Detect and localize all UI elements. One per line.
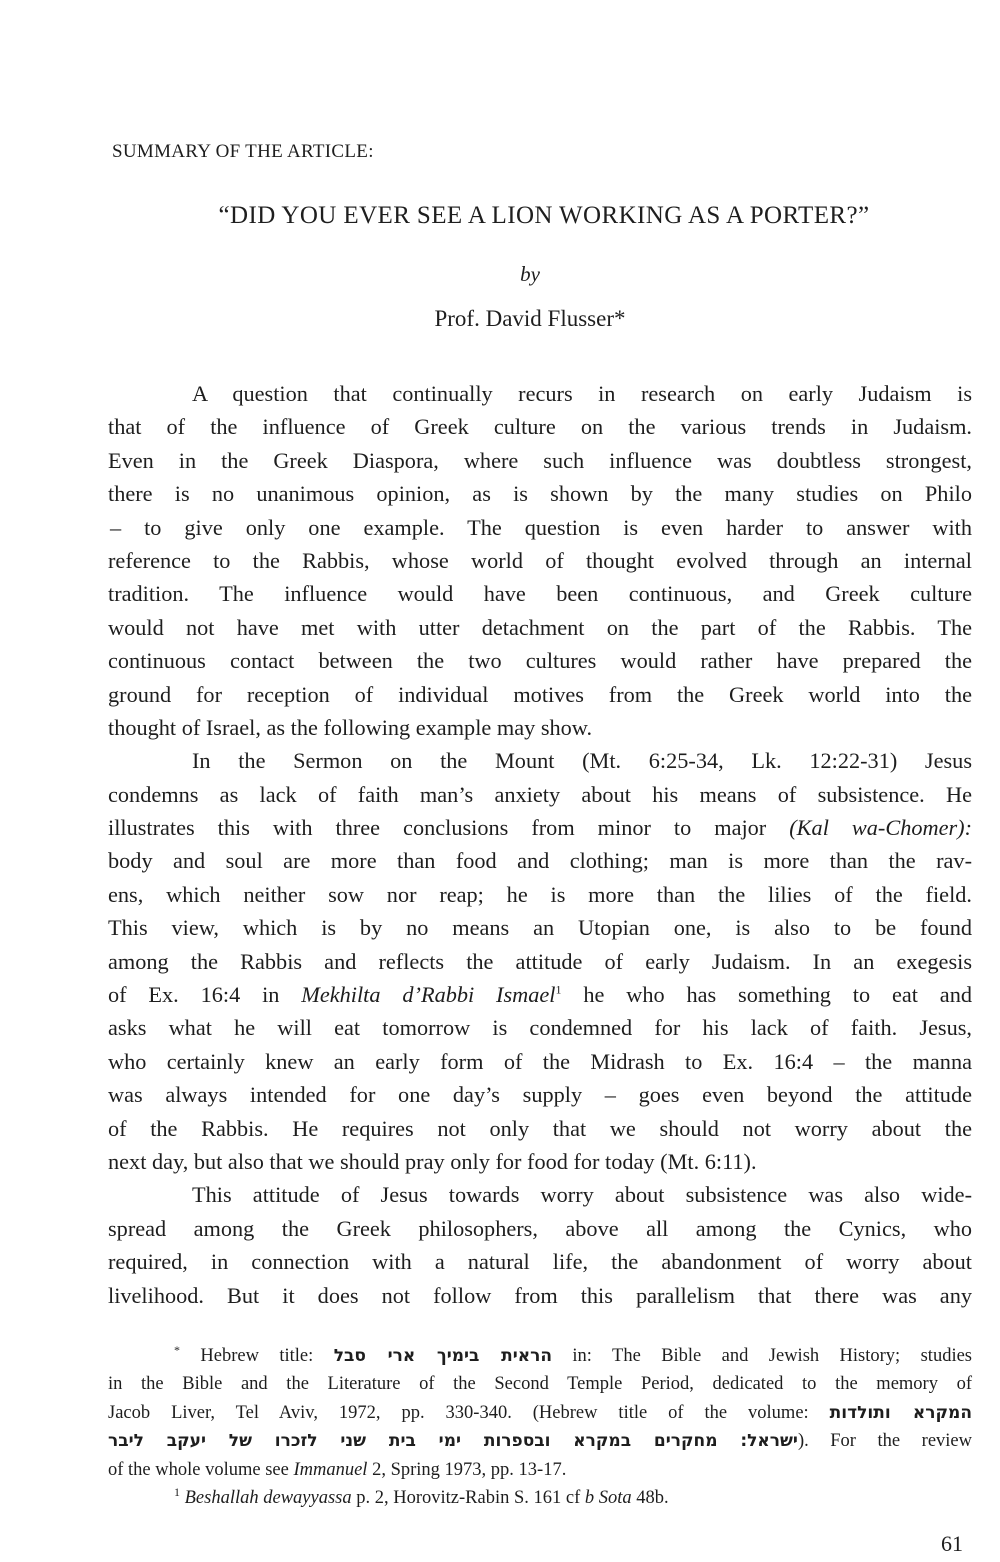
body-line: reference to the Rabbis, whose world of thought evolved through an internal bbox=[108, 547, 972, 573]
source-title: b Sota bbox=[584, 1487, 632, 1508]
italic-source: Mekhilta d’Rabbi Ismael bbox=[301, 982, 556, 1008]
page-number: 61 bbox=[941, 1531, 963, 1556]
body-line: This attitude of Jesus towards worry about subsistence was also wide- bbox=[192, 1182, 972, 1208]
body-text: illustrates this with three conclusions from minor to major bbox=[108, 815, 767, 841]
footnote-ref[interactable]: 1 bbox=[555, 982, 562, 997]
body-line: continuous contact between the two cultures would rather have prepared the bbox=[108, 648, 972, 674]
body-line: required, in connection with a natural life, the abandonment of worry about bbox=[108, 1249, 972, 1275]
hebrew-volume-title-cont: ישראל: מחקרים במקרא ובספרות ימי בית שני לזכרו של יעקב ליבר bbox=[108, 1431, 798, 1452]
body-line: who certainly knew an early form of the Midrash to Ex. 16:4 – the manna bbox=[108, 1048, 972, 1074]
footnote-line bbox=[108, 1456, 972, 1484]
footnote-text: p. 2, Horovitz-Rabin S. 161 cf bbox=[356, 1487, 581, 1508]
author-name: Prof. David Flusser* bbox=[434, 306, 626, 331]
body-line: would not have met with utter detachment on the part of the Rabbis. The bbox=[108, 614, 972, 640]
body-line: Even in the Greek Diaspora, where such influence was doubtless strongest, bbox=[108, 447, 972, 473]
body-line: condemns as lack of faith man’s anxiety about his means of subsistence. He bbox=[108, 781, 972, 807]
footnote-star-line bbox=[108, 1342, 972, 1370]
body-text: of Ex. 16:4 in bbox=[108, 982, 280, 1008]
article-title: “DID YOU EVER SEE A LION WORKING AS A PORTER?” bbox=[218, 202, 870, 229]
footnote-line bbox=[108, 1399, 972, 1427]
footnote-text: Hebrew title: bbox=[200, 1346, 314, 1366]
footnote-text: ). For the review bbox=[797, 1431, 972, 1452]
footnote-line: in the Bible and the Literature of the Second Temple Period, dedicated to the memory of bbox=[108, 1374, 972, 1395]
body-line: spread among the Greek philosophers, above all among the Cynics, who bbox=[108, 1215, 972, 1241]
body-line: there is no unanimous opinion, as is shown by the many studies on Philo bbox=[108, 481, 972, 507]
footnote-text: of the whole volume see bbox=[108, 1459, 289, 1480]
footnote-text: 2, Spring 1973, pp. 13-17. bbox=[372, 1459, 567, 1480]
footnote-text: Jacob Liver, Tel Aviv, 1972, pp. 330-340. (Hebrew title of the volume: bbox=[108, 1402, 809, 1423]
summary-label: SUMMARY OF THE ARTICLE: bbox=[112, 141, 374, 162]
body-line: In the Sermon on the Mount (Mt. 6:25-34, Lk. 12:22-31) Jesus bbox=[192, 748, 972, 774]
body-line bbox=[108, 978, 972, 1011]
journal-name: Immanuel bbox=[293, 1459, 368, 1480]
hebrew-volume-title: המקרא ותולדות bbox=[829, 1402, 972, 1423]
article-body bbox=[108, 377, 972, 1312]
body-line: A question that continually recurs in research on early Judaism is bbox=[192, 381, 972, 406]
footnote-1-line bbox=[108, 1484, 972, 1512]
body-line: next day, but also that we should pray only for food for today (Mt. 6:11). bbox=[108, 1148, 757, 1174]
body-line: ground for reception of individual motives from the Greek world into the bbox=[108, 681, 972, 707]
source-title: Beshallah dewayyassa bbox=[184, 1487, 352, 1508]
body-line: ens, which neither sow nor reap; he is more than the lilies of the field. bbox=[108, 881, 972, 907]
footnote-text: in: The Bible and Jewish History; studies bbox=[572, 1346, 972, 1366]
body-line: tradition. The influence would have been continuous, and Greek culture bbox=[108, 581, 972, 607]
footnote-text: 48b. bbox=[636, 1487, 669, 1508]
italic-term: (Kal wa-Chomer): bbox=[789, 815, 973, 841]
body-line: of the Rabbis. He requires not only that we should not worry about the bbox=[108, 1115, 972, 1141]
body-line: – to give only one example. The question is even harder to answer with bbox=[110, 514, 972, 540]
body-line bbox=[108, 811, 972, 844]
body-line: This view, which is by no means an Utopian one, is also to be found bbox=[108, 915, 972, 941]
body-line: that of the influence of Greek culture on the various trends in Judaism. bbox=[108, 414, 972, 440]
body-line: thought of Israel, as the following example may show. bbox=[108, 714, 593, 740]
body-line: asks what he will eat tomorrow is condemned for his lack of faith. Jesus, bbox=[108, 1015, 972, 1041]
body-line: among the Rabbis and reflects the attitude of early Judaism. In an exegesis bbox=[108, 948, 972, 974]
body-line: livelihood. But it does not follow from this parallelism that there was any bbox=[108, 1282, 972, 1308]
footnote-line bbox=[108, 1427, 972, 1455]
body-text: he who has something to eat and bbox=[583, 982, 972, 1008]
footnotes bbox=[108, 1342, 972, 1512]
hebrew-title: הראית בימיך ארי סבל bbox=[333, 1346, 553, 1366]
byline-by: by bbox=[520, 262, 540, 286]
footnote-mark: 1 bbox=[174, 1484, 180, 1499]
body-line: body and soul are more than food and clothing; man is more than the rav- bbox=[108, 848, 972, 874]
footnote-mark: * bbox=[174, 1342, 180, 1357]
body-line: was always intended for one day’s supply – goes even beyond the attitude bbox=[108, 1082, 972, 1108]
